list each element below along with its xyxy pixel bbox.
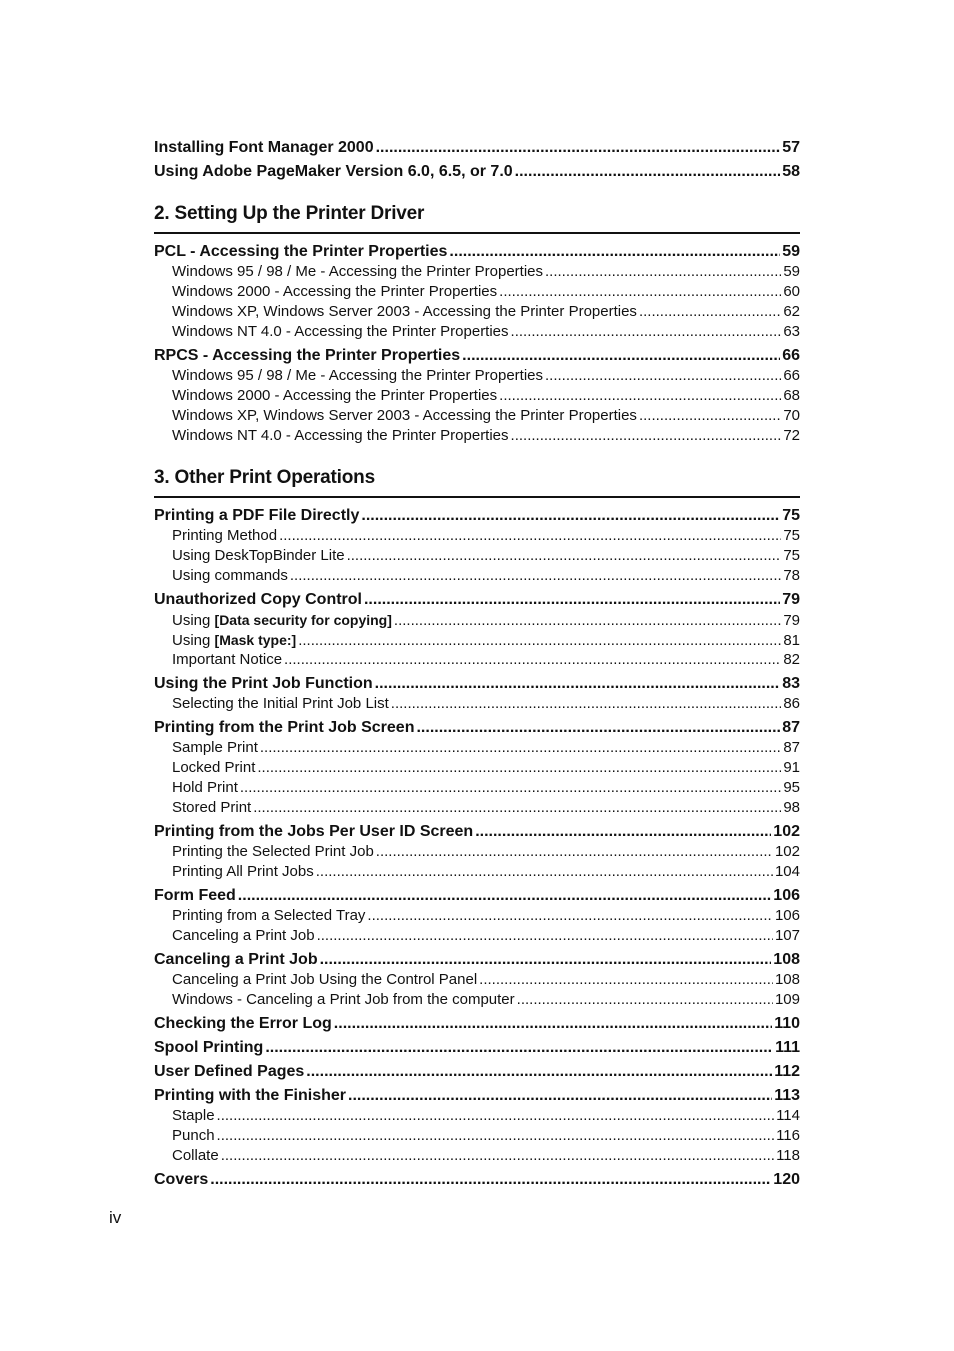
table-of-contents: [154, 134, 800, 1190]
entry-page-number: 120: [773, 1171, 800, 1188]
entry-title: [172, 302, 637, 322]
entry-page-number: 79: [783, 612, 800, 629]
entry-page-number: 106: [774, 907, 800, 924]
toc-subentry[interactable]: [154, 906, 800, 926]
dot-leader: [479, 970, 773, 990]
toc-entry[interactable]: [154, 1082, 800, 1106]
toc-subentry[interactable]: [154, 758, 800, 778]
entry-title: [172, 386, 497, 406]
entry-page-number: 102: [774, 843, 800, 860]
dot-leader: [316, 862, 773, 882]
entry-title-text: Windows XP, Windows Server 2003 - Accessing the Printer Properties: [172, 303, 637, 320]
entry-title: [172, 566, 288, 586]
entry-title: [172, 650, 282, 670]
toc-subentry[interactable]: [154, 546, 800, 566]
entry-page-number: 57: [782, 139, 800, 156]
entry-title-text: Printing with the Finisher: [154, 1087, 346, 1104]
entry-page-number: 111: [775, 1039, 800, 1056]
toc-subentry[interactable]: [154, 322, 800, 342]
toc-subentry[interactable]: [154, 630, 800, 650]
entry-title-text: Selecting the Initial Print Job List: [172, 695, 389, 712]
dot-leader: [257, 758, 781, 778]
dot-leader: [515, 158, 781, 186]
dot-leader: [217, 1106, 775, 1126]
toc-subentry[interactable]: [154, 926, 800, 946]
entry-title-text: Windows NT 4.0 - Accessing the Printer Properties: [172, 323, 509, 340]
entry-title: [172, 406, 637, 426]
entry-title-text: Printing All Print Jobs: [172, 863, 314, 880]
entry-title: [172, 842, 374, 862]
entry-page-number: 95: [783, 779, 800, 796]
dot-leader: [298, 631, 781, 651]
entry-page-number: 118: [776, 1147, 800, 1164]
entry-key-label: [Data security for copying]: [214, 612, 392, 628]
dot-leader: [217, 1126, 775, 1146]
toc-subentry[interactable]: [154, 842, 800, 862]
toc-subentry[interactable]: [154, 862, 800, 882]
toc-subentry[interactable]: [154, 386, 800, 406]
entry-title: [172, 1146, 219, 1166]
dot-leader: [260, 738, 781, 758]
toc-subentry[interactable]: [154, 302, 800, 322]
entry-page-number: 108: [774, 971, 800, 988]
entry-title-text: Hold Print: [172, 779, 238, 796]
entry-title: [172, 738, 258, 758]
dot-leader: [639, 302, 781, 322]
entry-title-text: Staple: [172, 1107, 215, 1124]
toc-subentry[interactable]: [154, 778, 800, 798]
entry-page-number: 112: [774, 1063, 800, 1080]
dot-leader: [210, 1166, 771, 1194]
toc-subentry[interactable]: [154, 990, 800, 1010]
toc-subentry[interactable]: [154, 406, 800, 426]
toc-entry[interactable]: [154, 134, 800, 158]
entry-page-number: 75: [782, 507, 800, 524]
entry-title-text: Spool Printing: [154, 1039, 264, 1056]
toc-subentry[interactable]: [154, 610, 800, 630]
entry-title: [172, 694, 389, 714]
toc-subentry[interactable]: [154, 970, 800, 990]
toc-subentry[interactable]: [154, 526, 800, 546]
toc-entry[interactable]: [154, 342, 800, 366]
entry-title: [172, 798, 251, 818]
toc-entry[interactable]: [154, 714, 800, 738]
entry-page-number: 86: [783, 695, 800, 712]
entry-title-text: Printing from a Selected Tray: [172, 907, 366, 924]
entry-page-number: 59: [782, 243, 800, 260]
entry-page-number: 70: [783, 407, 800, 424]
dot-leader: [253, 798, 781, 818]
entry-page-number: 79: [782, 591, 800, 608]
dot-leader: [221, 1146, 774, 1166]
toc-subentry[interactable]: [154, 1106, 800, 1126]
entry-title: [172, 926, 315, 946]
entry-title: [172, 546, 345, 566]
entry-page-number: 66: [782, 347, 800, 364]
entry-title-text: Windows 2000 - Accessing the Printer Properties: [172, 283, 498, 300]
entry-page-number: 116: [776, 1127, 800, 1144]
entry-page-number: 108: [773, 951, 800, 968]
entry-page-number: 87: [783, 739, 800, 756]
dot-leader: [499, 282, 781, 302]
entry-title-text: Form Feed: [154, 887, 236, 904]
entry-title: [172, 1126, 215, 1146]
toc-entry[interactable]: [154, 670, 800, 694]
entry-title-text: Unauthorized Copy Control: [154, 591, 362, 608]
entry-page-number: 68: [783, 387, 800, 404]
toc-entry[interactable]: [154, 946, 800, 970]
entry-title-text: Collate: [172, 1147, 219, 1164]
entry-title-text: Windows XP, Windows Server 2003 - Accessing the Printer Properties: [172, 407, 637, 424]
entry-title-text: Windows - Canceling a Print Job from the computer: [172, 991, 515, 1008]
entry-title: [172, 1106, 215, 1126]
entry-title: [172, 262, 543, 282]
entry-title-text: Printing Method: [172, 527, 278, 544]
entry-page-number: 114: [776, 1107, 800, 1124]
entry-title: [172, 322, 509, 342]
dot-leader: [364, 586, 780, 614]
entry-page-number: 113: [774, 1087, 800, 1104]
entry-title-text: Windows 2000 - Accessing the Printer Properties: [172, 387, 498, 404]
entry-page-number: 106: [773, 887, 800, 904]
entry-title-text: Printing the Selected Print Job: [172, 843, 374, 860]
entry-title: [172, 526, 277, 546]
entry-title-text: RPCS - Accessing the Printer Properties: [154, 347, 461, 364]
toc-subentry[interactable]: [154, 366, 800, 386]
entry-title-text: Installing Font Manager 2000: [154, 139, 374, 156]
dot-leader: [545, 366, 781, 386]
section-heading: 2. Setting Up the Printer Driver: [154, 202, 800, 234]
dot-leader: [511, 322, 782, 342]
entry-page-number: 109: [774, 991, 800, 1008]
entry-title-text: Using commands: [172, 567, 288, 584]
entry-title-text: Printing from the Jobs Per User ID Screen: [154, 823, 474, 840]
dot-leader: [367, 906, 773, 926]
entry-page-number: 66: [783, 367, 800, 384]
entry-title: [172, 610, 392, 631]
entry-page-number: 83: [782, 675, 800, 692]
entry-page-number: 75: [783, 527, 800, 544]
entry-title: [172, 758, 255, 778]
dot-leader: [317, 926, 773, 946]
entry-title-text: Checking the Error Log: [154, 1015, 332, 1032]
entry-title-text: User Defined Pages: [154, 1063, 305, 1080]
toc-subentry[interactable]: [154, 1126, 800, 1146]
toc-subentry[interactable]: [154, 426, 800, 446]
toc-subentry[interactable]: [154, 282, 800, 302]
entry-title-text: Punch: [172, 1127, 215, 1144]
entry-page-number: 60: [783, 283, 800, 300]
entry-page-number: 75: [783, 547, 800, 564]
toc-subentry[interactable]: [154, 650, 800, 670]
entry-title-text: Important Notice: [172, 651, 283, 668]
entry-title-text: Locked Print: [172, 759, 256, 776]
entry-page-number: 82: [783, 651, 800, 668]
toc-entry[interactable]: [154, 158, 800, 182]
dot-leader: [545, 262, 781, 282]
entry-page-number: 91: [783, 759, 800, 776]
dot-leader: [391, 694, 782, 714]
entry-page-number: 72: [783, 427, 800, 444]
dot-leader: [347, 546, 782, 566]
entry-title: [154, 158, 513, 186]
dot-leader: [517, 990, 773, 1010]
dot-leader: [376, 842, 773, 862]
entry-title: [172, 862, 314, 882]
dot-leader: [394, 611, 781, 631]
entry-title-text: Printing from the Print Job Screen: [154, 719, 415, 736]
toc-entry[interactable]: [154, 586, 800, 610]
entry-page-number: 110: [774, 1015, 800, 1032]
entry-title: [172, 366, 543, 386]
entry-title-text: Using Adobe PageMaker Version 6.0, 6.5, or 7.0: [154, 163, 513, 180]
entry-title: [172, 970, 477, 990]
toc-subentry[interactable]: [154, 262, 800, 282]
entry-page-number: 104: [774, 863, 800, 880]
dot-leader: [290, 566, 781, 586]
toc-subentry[interactable]: [154, 566, 800, 586]
toc-entry[interactable]: [154, 1010, 800, 1034]
toc-entry[interactable]: [154, 1034, 800, 1058]
entry-title-text: Windows 95 / 98 / Me - Accessing the Printer Properties: [172, 367, 543, 384]
entry-page-number: 58: [782, 163, 800, 180]
entry-title-text: Windows NT 4.0 - Accessing the Printer Properties: [172, 427, 509, 444]
entry-page-number: 87: [782, 719, 800, 736]
entry-page-number: 59: [783, 263, 800, 280]
toc-entry[interactable]: [154, 502, 800, 526]
entry-title-text: Using: [172, 632, 215, 649]
entry-page-number: 98: [783, 799, 800, 816]
dot-leader: [284, 650, 781, 670]
dot-leader: [279, 526, 781, 546]
section-heading: 3. Other Print Operations: [154, 466, 800, 498]
toc-entry[interactable]: [154, 818, 800, 842]
dot-leader: [639, 406, 781, 426]
entry-title-text: Printing a PDF File Directly: [154, 507, 360, 524]
entry-title: [172, 778, 238, 798]
entry-title-text: Using the Print Job Function: [154, 675, 373, 692]
toc-subentry[interactable]: [154, 738, 800, 758]
entry-title-text: Stored Print: [172, 799, 252, 816]
dot-leader: [499, 386, 781, 406]
toc-subentry[interactable]: [154, 798, 800, 818]
page-number: iv: [109, 1208, 122, 1227]
toc-entry[interactable]: [154, 1058, 800, 1082]
entry-title-text: Canceling a Print Job: [172, 927, 315, 944]
toc-subentry[interactable]: [154, 1146, 800, 1166]
toc-entry[interactable]: [154, 238, 800, 262]
entry-title-text: Using DeskTopBinder Lite: [172, 547, 345, 564]
entry-title-text: Sample Print: [172, 739, 258, 756]
entry-page-number: 78: [783, 567, 800, 584]
entry-key-label: [Mask type:]: [214, 632, 297, 648]
entry-title: [172, 426, 509, 446]
toc-subentry[interactable]: [154, 694, 800, 714]
entry-title: [172, 630, 296, 651]
entry-title: [172, 906, 365, 926]
entry-page-number: 81: [783, 632, 800, 649]
entry-title-text: Using: [172, 612, 215, 629]
entry-page-number: 102: [773, 823, 800, 840]
entry-title-text: Canceling a Print Job Using the Control Panel: [172, 971, 478, 988]
toc-entry[interactable]: [154, 1166, 800, 1190]
entry-page-number: 107: [774, 927, 800, 944]
dot-leader: [511, 426, 782, 446]
entry-title-text: Windows 95 / 98 / Me - Accessing the Printer Properties: [172, 263, 543, 280]
entry-title-text: Covers: [154, 1171, 209, 1188]
entry-title-text: Canceling a Print Job: [154, 951, 318, 968]
entry-title: [172, 990, 515, 1010]
entry-title-text: PCL - Accessing the Printer Properties: [154, 243, 448, 260]
dot-leader: [240, 778, 781, 798]
toc-entry[interactable]: [154, 882, 800, 906]
entry-title: [154, 1166, 208, 1194]
entry-page-number: 62: [783, 303, 800, 320]
entry-page-number: 63: [783, 323, 800, 340]
entry-title: [172, 282, 497, 302]
